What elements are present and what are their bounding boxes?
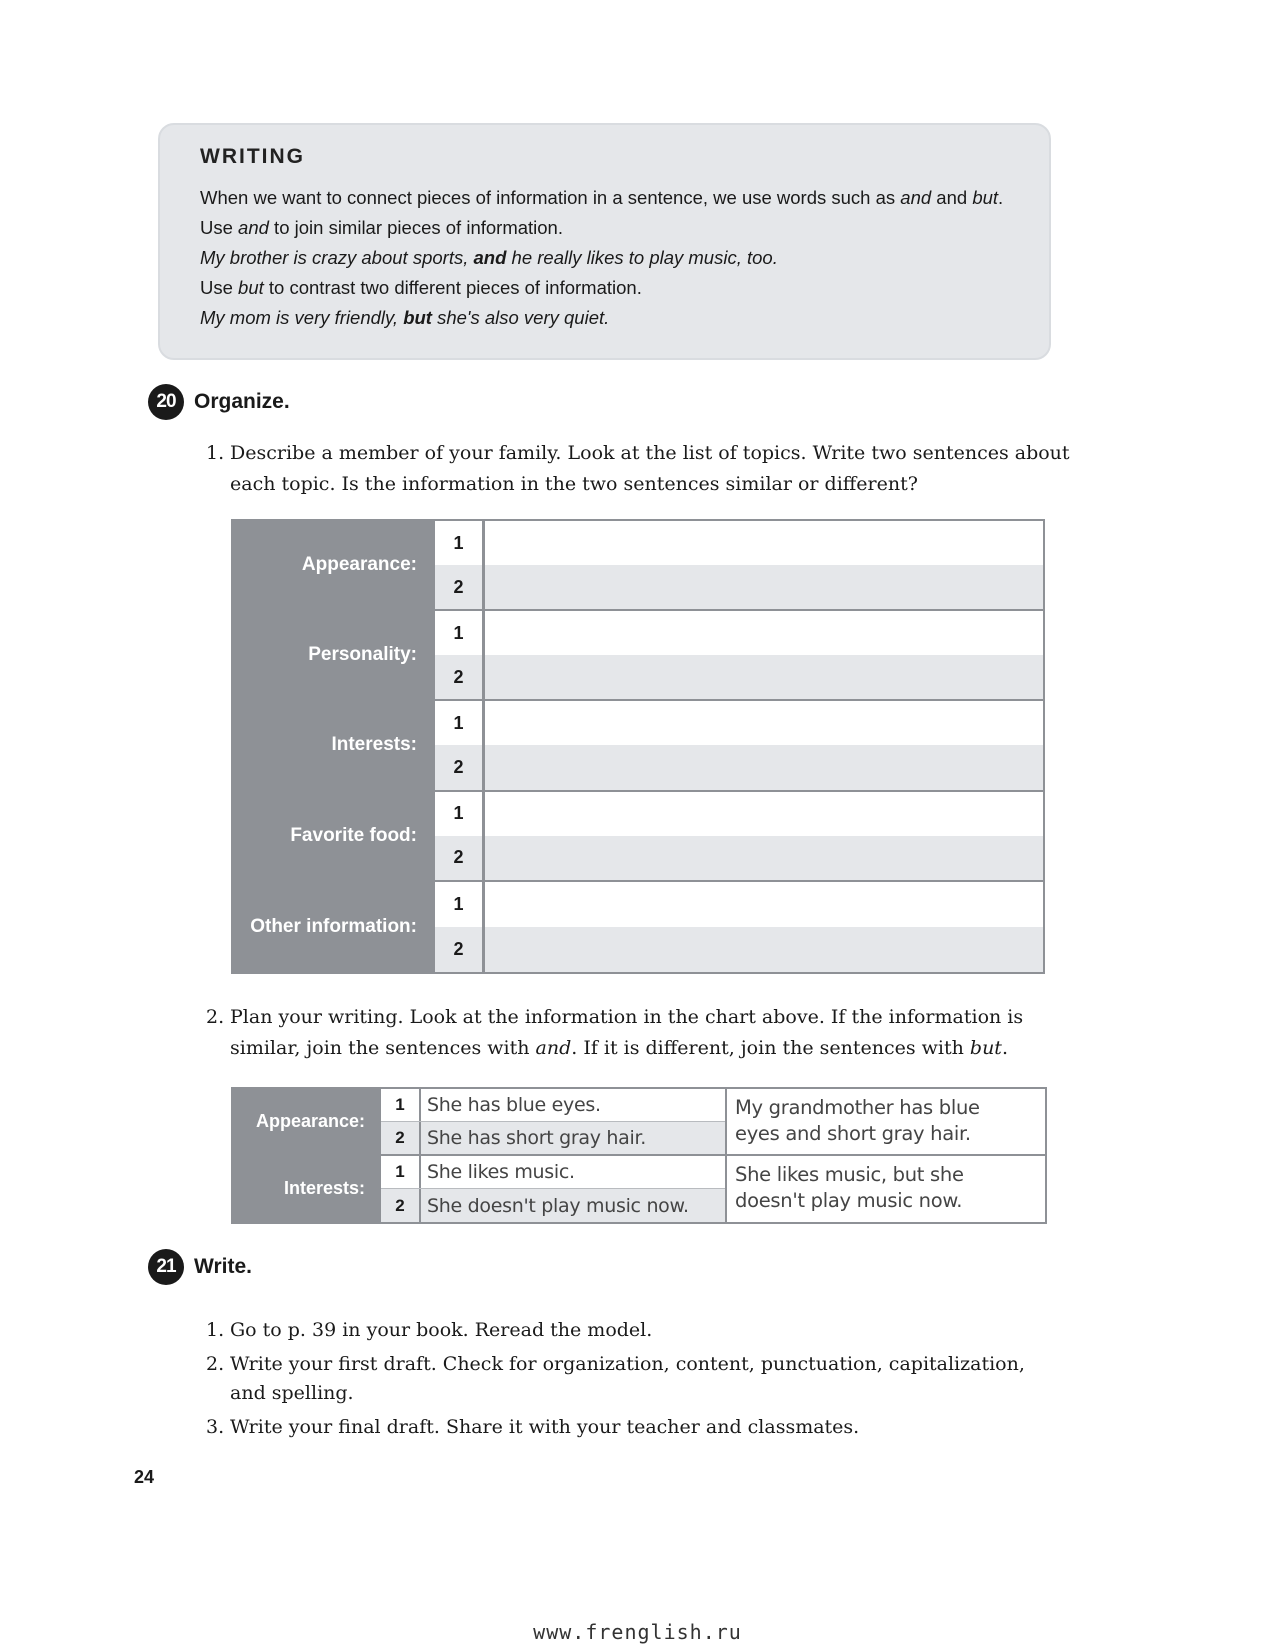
row-number: 1 (435, 701, 485, 745)
answer-cell[interactable] (485, 521, 1043, 565)
answer-cell[interactable] (485, 927, 1043, 972)
table-row-group (233, 521, 1043, 611)
list-item: 3. Write your final draft. Share it with your teacher and classmates. (206, 1416, 860, 1438)
example-sentence: She likes music. (421, 1156, 725, 1189)
topic-label: Interests: (233, 701, 435, 789)
topic-label: Interests: (233, 1156, 381, 1223)
row-number: 1 (435, 882, 485, 927)
section-21-header (148, 1249, 252, 1285)
answer-cell[interactable] (485, 655, 1043, 699)
row-number: 2 (435, 836, 485, 880)
example-sentence: She has short gray hair. (421, 1122, 725, 1154)
example-row-group (233, 1156, 1045, 1223)
row-number: 2 (381, 1189, 421, 1222)
instruction-step-2: 2. Plan your writing. Look at the information in the chart above. If the information is similar, join the sentences with and. If it is different, join the sentences with but. (206, 1006, 1024, 1059)
row-number: 2 (435, 655, 485, 699)
answer-cell[interactable] (485, 882, 1043, 927)
row-number: 1 (435, 521, 485, 565)
section-number-badge: 21 (148, 1249, 184, 1285)
instruction-step-1: 1. Describe a member of your family. Look at the list of topics. Write two sentences about each topic. Is the information in the two sentences similar or different? (206, 442, 1070, 495)
example-sentence: She doesn't play music now. (421, 1189, 725, 1222)
list-item: 1. Go to p. 39 in your book. Reread the model. (206, 1319, 653, 1341)
section-title: Write. (194, 1255, 252, 1278)
row-number: 2 (435, 745, 485, 789)
answer-cell[interactable] (485, 611, 1043, 655)
writing-rule-and: Use and to join similar pieces of information. (200, 217, 563, 238)
table-row-group (233, 611, 1043, 701)
writing-example-and: My brother is crazy about sports, and he really likes to play music, too. (200, 247, 778, 268)
writing-rule-1: When we want to connect pieces of information in a sentence, we use words such as and and but. (200, 187, 1004, 208)
section-number-badge: 20 (148, 384, 184, 420)
combined-sentence: My grandmother has blue eyes and short gray hair. (727, 1089, 1045, 1154)
combined-sentence: She likes music, but she doesn't play music now. (727, 1156, 1045, 1223)
example-row-group (233, 1089, 1045, 1156)
writing-rule-but: Use but to contrast two different pieces of information. (200, 277, 642, 298)
topics-table (231, 519, 1045, 974)
table-row-group (233, 882, 1043, 972)
answer-cell[interactable] (485, 792, 1043, 836)
section-20-header (148, 384, 290, 420)
watermark-url: www.frenglish.ru (533, 1620, 742, 1644)
page-number: 24 (134, 1467, 155, 1487)
writing-example-but: My mom is very friendly, but she's also very quiet. (200, 307, 610, 328)
topic-label: Other information: (233, 882, 435, 972)
example-table (231, 1087, 1047, 1224)
example-sentence: She has blue eyes. (421, 1089, 725, 1121)
answer-cell[interactable] (485, 745, 1043, 789)
topic-label: Appearance: (233, 1089, 381, 1154)
topic-label: Appearance: (233, 521, 435, 609)
row-number: 2 (435, 565, 485, 609)
row-number: 1 (381, 1156, 421, 1189)
section-title: Organize. (194, 390, 290, 413)
topic-label: Personality: (233, 611, 435, 699)
row-number: 1 (435, 792, 485, 836)
table-row-group (233, 792, 1043, 882)
row-number: 2 (381, 1122, 421, 1154)
row-number: 1 (435, 611, 485, 655)
row-number: 2 (435, 927, 485, 972)
answer-cell[interactable] (485, 701, 1043, 745)
answer-cell[interactable] (485, 565, 1043, 609)
answer-cell[interactable] (485, 836, 1043, 880)
writing-title: WRITING (200, 145, 305, 168)
writing-tip-box (158, 123, 1051, 360)
list-item: 2. Write your first draft. Check for organization, content, punctuation, capitalization, and spelling. (206, 1353, 1025, 1404)
row-number: 1 (381, 1089, 421, 1121)
topic-label: Favorite food: (233, 792, 435, 880)
table-row-group (233, 701, 1043, 791)
write-steps-list (206, 1316, 1086, 1447)
